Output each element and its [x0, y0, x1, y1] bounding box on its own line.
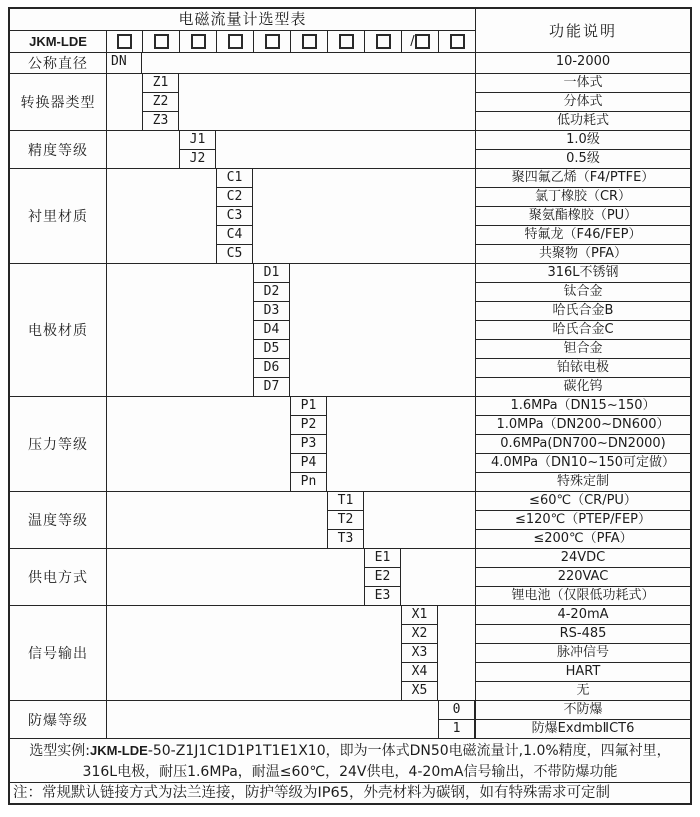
right-spacer-cell — [290, 264, 475, 396]
option-code-cell: J2 — [189, 151, 206, 166]
option-code-cell: T1 — [328, 492, 363, 511]
option-description-cell: 钽合金 — [476, 340, 690, 359]
example-model-name: JKM-LDE — [90, 743, 148, 758]
option-code-cell: X1 — [402, 606, 437, 625]
option-code-cell: X5 — [411, 683, 428, 698]
option-code-column — [364, 549, 401, 605]
selection-table — [8, 7, 692, 805]
option-description-cell: 一体式 — [476, 74, 690, 93]
option-code-column — [438, 701, 475, 738]
option-description-cell: 防爆ExdmbⅡCT6 — [531, 721, 635, 736]
option-code-cell: D4 — [254, 321, 289, 340]
option-description-column — [475, 74, 690, 130]
option-description-cell: 1.0级 — [476, 131, 690, 150]
page-title: 电磁流量计选型表 — [10, 9, 475, 31]
option-description-cell: 共聚物（PFA） — [538, 246, 628, 261]
left-spacer-cell — [107, 701, 438, 738]
function-description-header: 功能说明 — [475, 9, 690, 52]
option-description-column — [475, 53, 690, 73]
example-prefix: 选型实例: — [29, 743, 91, 759]
option-code-cell: 1 — [452, 721, 461, 736]
option-code-column — [216, 169, 253, 263]
option-code-cell: C4 — [217, 226, 252, 245]
option-code-cell: E3 — [374, 588, 391, 603]
option-description-cell: 4-20mA — [476, 606, 690, 625]
left-spacer-cell — [107, 606, 401, 700]
option-code-cell: X4 — [402, 663, 437, 682]
left-spacer-cell — [107, 549, 364, 605]
header-left-block — [10, 9, 475, 52]
option-description-cell: 低功耗式 — [556, 113, 609, 128]
option-code-column — [179, 131, 216, 168]
option-description-cell: HART — [476, 663, 690, 682]
option-code-cell: D7 — [263, 379, 280, 394]
option-code-column — [107, 53, 142, 73]
example-line-1 — [10, 740, 690, 762]
option-description-column — [475, 606, 690, 700]
option-code-cell: X2 — [402, 625, 437, 644]
slot-separator: / — [410, 34, 415, 49]
option-code-cell: D3 — [254, 302, 289, 321]
option-description-cell: 220VAC — [476, 568, 690, 587]
option-groups — [10, 53, 690, 738]
category-label: 信号输出 — [10, 606, 107, 700]
option-code-cell: DN — [111, 54, 127, 69]
option-description-cell: 锂电池（仅限低功耗式） — [511, 588, 655, 603]
checkbox-icon — [339, 34, 354, 49]
category-label: 精度等级 — [10, 131, 107, 168]
option-code-cell: P4 — [291, 454, 326, 473]
option-description-cell: 钛合金 — [476, 283, 690, 302]
option-code-cell: D5 — [254, 340, 289, 359]
right-spacer-cell — [327, 397, 475, 491]
checkbox-icon — [302, 34, 317, 49]
option-description-cell: 不防爆 — [476, 701, 690, 720]
checkbox-icon — [415, 34, 430, 49]
option-description-column — [475, 397, 690, 491]
model-code-row — [10, 31, 475, 52]
option-description-column — [475, 264, 690, 396]
option-code-cell: E2 — [365, 568, 400, 587]
selection-group — [10, 263, 690, 396]
option-code-column — [290, 397, 327, 491]
option-code-cell: Pn — [300, 474, 317, 489]
option-description-column — [475, 701, 690, 738]
option-description-cell: 碳化钨 — [563, 379, 603, 394]
table-header — [10, 9, 690, 53]
left-spacer-cell — [107, 397, 290, 491]
selection-group — [10, 700, 690, 738]
option-code-cell: D2 — [254, 283, 289, 302]
model-name: JKM-LDE — [10, 31, 107, 52]
option-description-cell: ≤60℃（CR/PU） — [476, 492, 690, 511]
option-description-cell: 无 — [576, 683, 590, 698]
option-code-cell: 0 — [439, 701, 474, 720]
option-description-cell: 316L不锈钢 — [476, 264, 690, 283]
left-spacer-cell — [107, 131, 179, 168]
model-slot — [438, 31, 475, 52]
right-spacer-cell — [253, 169, 475, 263]
option-description-cell: 1.6MPa（DN15~150） — [476, 397, 690, 416]
checkbox-icon — [228, 34, 243, 49]
option-description-cell: ≤120℃（PTEP/FEP） — [476, 511, 690, 530]
checkbox-icon — [191, 34, 206, 49]
option-code-cell: E1 — [365, 549, 400, 568]
option-description-cell: 4.0MPa（DN10~150可定做） — [476, 454, 690, 473]
option-description-column — [475, 169, 690, 263]
checkbox-icon — [265, 34, 280, 49]
category-label: 公称直径 — [10, 53, 107, 73]
example-line-2: 316L电极，耐压1.6MPa，耐温≤60℃，24V供电，4-20mA信号输出，不带防爆功能 — [82, 764, 618, 780]
option-code-cell: D1 — [254, 264, 289, 283]
selection-group — [10, 396, 690, 491]
option-description-cell: 分体式 — [476, 93, 690, 112]
option-description-cell: 24VDC — [476, 549, 690, 568]
option-description-cell: 哈氏合金C — [476, 321, 690, 340]
option-code-cell: C5 — [226, 246, 243, 261]
left-spacer-cell — [107, 264, 253, 396]
option-code-cell: C3 — [217, 207, 252, 226]
left-spacer-cell — [107, 169, 216, 263]
option-description-cell: 1.0MPa（DN200~DN600） — [476, 416, 690, 435]
option-code-cell: P1 — [291, 397, 326, 416]
option-code-cell: P3 — [291, 435, 326, 454]
selection-group — [10, 605, 690, 700]
selection-group — [10, 168, 690, 263]
model-slot — [216, 31, 253, 52]
checkbox-icon — [450, 34, 465, 49]
option-description-cell: 0.5级 — [566, 151, 600, 166]
right-spacer-cell — [142, 53, 475, 73]
right-spacer-cell — [401, 549, 475, 605]
model-slot — [327, 31, 364, 52]
checkbox-icon — [154, 34, 169, 49]
selection-group — [10, 53, 690, 73]
right-spacer-cell — [438, 606, 475, 700]
option-description-cell: 氯丁橡胶（CR） — [476, 188, 690, 207]
option-code-cell: Z2 — [143, 93, 178, 112]
option-code-cell: C2 — [217, 188, 252, 207]
option-description-column — [475, 549, 690, 605]
right-spacer-cell — [179, 74, 475, 130]
option-code-cell: T3 — [337, 531, 354, 546]
checkbox-icon — [117, 34, 132, 49]
option-code-cell: P2 — [291, 416, 326, 435]
option-description-column — [475, 131, 690, 168]
option-code-cell: X3 — [402, 644, 437, 663]
option-description-cell: 哈氏合金B — [476, 302, 690, 321]
option-code-column — [142, 74, 179, 130]
model-slot — [179, 31, 216, 52]
model-slot — [107, 31, 142, 52]
option-description-cell: 聚四氟乙烯（F4/PTFE） — [476, 169, 690, 188]
right-spacer-cell — [216, 131, 475, 168]
category-label: 转换器类型 — [10, 74, 107, 130]
category-label: 防爆等级 — [10, 701, 107, 738]
category-label: 电极材质 — [10, 264, 107, 396]
selection-example — [10, 738, 690, 782]
option-description-cell: 脉冲信号 — [476, 644, 690, 663]
model-slot — [142, 31, 179, 52]
selection-group — [10, 548, 690, 605]
option-description-cell: 铂铱电极 — [476, 359, 690, 378]
category-label: 供电方式 — [10, 549, 107, 605]
option-description-cell: RS-485 — [476, 625, 690, 644]
option-code-column — [253, 264, 290, 396]
option-description-column — [475, 492, 690, 548]
category-label: 温度等级 — [10, 492, 107, 548]
option-code-cell: Z3 — [152, 113, 169, 128]
option-description-cell: ≤200℃（PFA） — [533, 531, 633, 546]
option-description-cell: 聚氨酯橡胶（PU） — [476, 207, 690, 226]
category-label: 压力等级 — [10, 397, 107, 491]
selection-group — [10, 73, 690, 130]
example-line1-rest: -50-Z1J1C1D1P1T1E1X10，即为一体式DN50电磁流量计,1.0%精度，四氟衬里， — [147, 743, 671, 759]
option-description-cell: 0.6MPa(DN700~DN2000) — [476, 435, 690, 454]
right-spacer-cell — [364, 492, 475, 548]
left-spacer-cell — [107, 492, 327, 548]
model-slot — [253, 31, 290, 52]
option-code-cell: D6 — [254, 359, 289, 378]
category-label: 衬里材质 — [10, 169, 107, 263]
option-code-column — [401, 606, 438, 700]
selection-group — [10, 491, 690, 548]
option-description-cell: 特氟龙（F46/FEP） — [476, 226, 690, 245]
option-code-column — [327, 492, 364, 548]
option-description-cell: 10-2000 — [555, 54, 611, 69]
left-spacer-cell — [107, 74, 142, 130]
option-code-cell: Z1 — [143, 74, 178, 93]
option-description-cell: 特殊定制 — [556, 474, 609, 489]
option-code-cell: T2 — [328, 511, 363, 530]
checkbox-icon — [376, 34, 391, 49]
option-code-cell: J1 — [180, 131, 215, 150]
option-code-cell: C1 — [217, 169, 252, 188]
model-slot — [401, 31, 438, 52]
footnote: 注：常规默认链接方式为法兰连接，防护等级为IP65，外壳材料为碳钢，如有特殊需求可定制 — [10, 782, 690, 803]
selection-group — [10, 130, 690, 168]
model-slot — [364, 31, 401, 52]
model-slot — [290, 31, 327, 52]
